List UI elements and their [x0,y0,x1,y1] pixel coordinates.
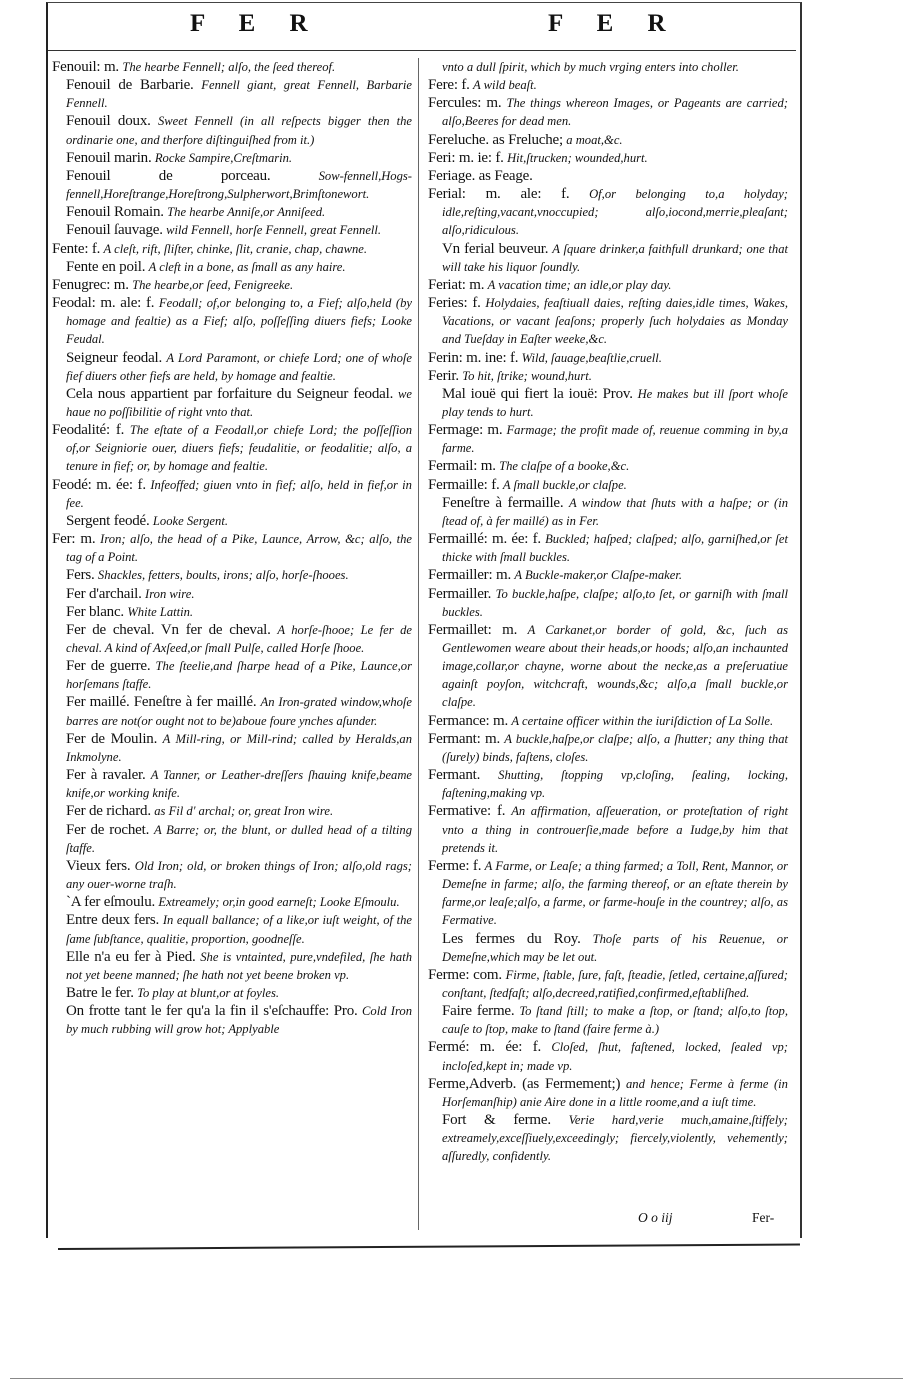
dictionary-entry [428,966,788,1002]
gloss: He makes but ill ſport whoſe play tends to hurt. [442,386,788,419]
gloss: Iron; alſo, the head of a Pike, Launce, Arrow, &c; alſo, the tag of a Point. [66,532,413,565]
dictionary-entry [428,802,788,856]
gloss: A Tanner, or Leather-dreſſers ſhauing knife,beame knife,or working knife. [66,768,413,801]
headword: Fermance: m. [428,712,509,729]
headword: Fermant. [428,767,481,784]
gloss: Rocke Sampire,Creſtmarin. [154,150,293,165]
gloss: White Lattin. [127,604,194,619]
gloss: A cleſt, rift, ſliſter, chinke, ſlit, cranie, chap, chawne. [103,241,368,256]
dictionary-entry [428,131,788,149]
headword: Fermailler. [428,585,492,602]
dictionary-entry [428,621,788,712]
headword: Feriat: m. [428,276,485,293]
dictionary-entry [428,167,788,185]
dictionary-entry [428,476,788,494]
headword: Vn ferial beuveur. [442,240,549,257]
headword: Fenouil ſauvage. [66,222,163,239]
gloss: Shackles, fetters, boults, irons; alſo, horſe-ſhooes. [97,568,349,583]
dictionary-entry [428,566,788,584]
gloss: Cloſed, ſhut, faſtened, locked, ſealed vp; incloſed,kept in; made vp. [442,1040,789,1073]
gloss: and hence; Ferme à ferme (in Horſemanſhip) anie Aire done in a little roome,and a iuſt time. [442,1076,788,1109]
gloss: Verie hard,verie much,amaine,ſtiffely; extreamely,exceſſiuely,exceedingly; fiercely,violently, vehemently; aſſuredly, confidently. [442,1113,789,1164]
gloss: Cold Iron by much rubbing will grow hot; Applyable [66,1004,412,1037]
gloss: The eſtate of a Feodall,or chiefe Lord; the poſſeſſion of,or Seigniorie ouer, diuers fiefs; feudalitie, or feodalitie; alſo, a tenure in fief; or, by homage and fealtie. [66,423,413,474]
gloss: To ſtand ſtill; to make a ſtop, or ſtand; alſo,to ſtop, cauſe to ſtop, make to ſtand (faire ferme à.) [442,1004,788,1037]
gloss: Buckled; haſped; claſped; alſo, garniſhed,or ſet thicke with ſmall buckles. [442,532,789,565]
gloss: wild Fennell, horſe Fennell, great Fennell. [166,223,382,238]
headword: Fer de Moulin. [66,730,158,747]
dictionary-entry [52,476,412,512]
gloss: A ſmall buckle,or claſpe. [502,477,627,492]
headword: Feri: m. ie: f. [428,149,504,166]
sub-entry [52,221,412,239]
headword: Fer: m. [52,531,96,548]
sub-entry [52,857,412,893]
headword: Fenouil de Barbarie. [66,77,194,94]
headword: Fermaille: f. [428,476,500,493]
headword: Fer à ravaler. [66,767,146,784]
sub-entry [52,693,412,729]
headword: Cela nous appartient par forfaiture du Seigneur feodal. [66,385,394,402]
gloss: Farmage; the profit made of, reuenue comming in by,a farme. [442,423,788,456]
headword: Fermaillet: m. [428,621,518,638]
headword: Fente en poil. [66,258,146,275]
dictionary-entry [52,294,412,348]
headword: Faire ferme. [442,1003,515,1020]
headword: Fenouil doux. [66,113,151,130]
gloss: A ſquare drinker,a faithfull drunkard; one that will take his liquor ſoundly. [442,241,789,274]
dictionary-entry [428,294,788,348]
gloss: A wild beaſt. [473,78,537,93]
gloss: Looke Sergent. [152,513,228,528]
headword: `A fer eſmoulu. [66,894,156,911]
sub-entry [52,621,412,657]
dictionary-entry [428,766,788,802]
headword: Les fermes du Roy. [442,930,581,947]
gloss: She is vntainted, pure,vndefiled, ſhe hath not yet beene manned; ſhe hath not yet beene broken vp. [66,949,412,982]
left-column [52,58,412,1038]
headword: Fenouil marin. [66,149,152,166]
running-head-right: F E R [548,10,680,37]
sub-entry [52,76,412,112]
column-divider [418,58,419,1230]
sub-entry [52,1002,412,1038]
dictionary-entry [428,730,788,766]
sub-entry [52,984,412,1002]
sub-entry [52,802,412,820]
dictionary-entry [428,94,788,130]
headword: Fer de rochet. [66,821,150,838]
gloss: Shutting, ſtopping vp,cloſing, ſealing, locking, faſtening,making vp. [442,768,788,801]
gloss: A buckle,haſpe,or claſpe; alſo, a ſhutter; any thing that (ſurely) binds, faſtens, cloſes. [442,731,789,764]
gloss: as Fil d' archal; or, great Iron wire. [154,804,334,819]
gloss: The hearbe,or ſeed, Fenigreeke. [132,277,294,292]
headword: Fenouil de porceau. [66,167,271,184]
sub-entry [428,930,788,966]
dictionary-entry [428,76,788,94]
headword: Fermant: m. [428,730,501,747]
headword: Fer d'archail. [66,585,142,602]
dictionary-entry [428,457,788,475]
gloss: Old Iron; old, or broken things of Iron; alſo,old rags; any ouer-worne traſh. [66,858,412,892]
dictionary-entry [52,421,412,475]
gloss: A Barre; or, the blunt, or dulled head of a tilting ſtaffe. [66,822,412,855]
dictionary-entry [52,240,412,258]
sub-entry [428,1002,788,1038]
gloss: An affirmation, aſſeueration, or proteſtation of right vnto a thing in controuerſie,made before a Iudge,by him that pretends it. [442,804,788,855]
headword: Fereluche. as Freluche; [428,131,563,148]
gloss: we haue no poſſibilitie of right vnto that. [66,386,412,419]
headword: Feries: f. [428,295,481,312]
sub-entry [52,149,412,167]
headword: Feriage. as Feage. [428,167,533,184]
gloss: A Buckle-maker,or Claſpe-maker. [514,568,682,583]
headword: Fermailler: m. [428,567,512,584]
headword: Fermative: f. [428,803,506,820]
dictionary-entry [428,530,788,566]
headword: Fers. [66,567,95,584]
sub-entry [52,911,412,947]
headword: Fenouil: m. [52,59,119,75]
headword: Fer de guerre. [66,658,151,675]
sub-entry [52,258,412,276]
sub-entry [52,167,412,203]
gloss: Wild, ſauage,beaſtlie,cruell. [521,350,662,365]
headword: Fenugrec: m. [52,276,129,293]
gloss: An Iron-grated window,whoſe barres are not(or ought not to be)aboue foure ynches aſunder. [66,695,412,728]
running-head-left: F E R [190,10,322,37]
gloss: Thoſe parts of his Reuenue, or Demeſne,which may be let out. [442,931,789,964]
gloss: Iron wire. [145,586,195,601]
headword: Fer de cheval. Vn fer de cheval. [66,621,271,638]
right-column [428,58,788,1166]
catchword: Fer- [752,1210,775,1225]
headword: Fermail: m. [428,458,496,475]
gloss: Extreamely; or,in good earneſt; Looke Eſmoulu. [158,895,400,910]
headword: Feodalité: f. [52,422,125,439]
dictionary-entry [428,276,788,294]
headword: Fermé: m. ée: f. [428,1039,542,1056]
sub-entry [52,821,412,857]
dictionary-entry [52,276,412,294]
headword: Feneſtre à fermaille. [442,494,564,511]
sub-entry [52,893,412,911]
headword: Batre le fer. [66,984,134,1001]
headword: On frotte tant le fer qu'a la fin il s'eſchauffe: Pro. [66,1003,358,1020]
gloss: Holydaies, feaſtiuall daies, reſting daies,idle times, Wakes, Vacations, or vacant ſeaſons; properly ſuch holydaies as Monday and Tueſday in Eaſter weeke,&c. [442,296,789,347]
gloss: Fennell giant, great Fennell, Barbarie Fennell. [66,78,412,111]
headword: Fere: f. [428,77,470,94]
gloss: The claſpe of a booke,&c. [499,459,630,474]
dictionary-entry [428,1038,788,1074]
sub-entry [428,494,788,530]
gloss: To play at blunt,or at foyles. [137,985,280,1000]
gloss: A Mill-ring, or Mill-rind; called by Heralds,an Inkmolyne. [66,731,413,764]
headword: Seigneur feodal. [66,349,163,366]
headword: Ferme: com. [428,966,502,983]
gloss: Infeoffed; giuen vnto in fief; alſo, held in fief,or in fee. [66,477,412,510]
headword: Fer maillé. Feneſtre à fer maillé. [66,694,257,711]
bottom-rule [58,1243,800,1250]
gloss: A Carkanet,or border of gold, &c, ſuch as Gentlewomen weare about their heads,or hoods; alſo,an inchaunted image,collar,or chayne, worne about the necke,as a preſeruatiue againſt poyſon, witchcraft, wounds,&c; alſo,a ſmall buckle,or claſpe. [442,622,789,710]
dictionary-entry [428,349,788,367]
entry-continuation [428,58,788,76]
gloss: Firme, ſtable, ſure, faſt, ſteadie, ſetled, certaine,aſſured; conſtant, ſtedfaſt; alſo,decreed,ratified,confirmed,eſtabliſhed. [442,967,788,1000]
signature-mark: O o iij [638,1210,673,1225]
sub-entry [52,948,412,984]
headword: Sergent feodé. [66,512,150,529]
gloss: The hearbe Fennell; alſo, the ſeed thereof. [122,60,336,74]
dictionary-entry [428,367,788,385]
gloss: Hit,ſtrucken; wounded,hurt. [507,150,648,165]
gloss: In equall ballance; of a like,or iuſt weight, of the ſame ſubſtance, qualitie, proportion, goodneſſe. [66,913,412,946]
headword: Elle n'a eu fer à Pied. [66,948,196,965]
headword: Fermage: m. [428,422,503,439]
sub-entry [52,112,412,148]
headword: Vieux fers. [66,857,131,874]
dictionary-entry [428,712,788,730]
gloss: A vacation time; an idle,or play day. [487,277,672,292]
scan-edge-line [10,1378,903,1379]
gloss: a moat,&c. [566,132,623,147]
gloss: To buckle,haſpe, claſpe; alſo,to ſet, or garniſh with ſmall buckles. [442,586,789,619]
headword: Fente: f. [52,240,101,257]
sub-entry [52,585,412,603]
headword: Fermaillé: m. ée: f. [428,531,541,548]
sub-entry [52,566,412,584]
dictionary-entry [428,421,788,457]
gloss: The ſteelie,and ſharpe head of a Pike, Launce,or horſemans ſtaffe. [66,659,412,692]
headword: Fer de richard. [66,803,151,820]
gloss: A Lord Paramont, or chiefe Lord; one of whoſe fief diuers other fiefs are held, by homage and fealtie. [66,350,412,383]
gloss: A cleft in a bone, as ſmall as any haire. [148,259,346,274]
headword: Fercules: m. [428,95,502,112]
sub-entry [52,730,412,766]
headword: Feodal: m. ale: f. [52,295,155,312]
gloss: Sow-fennell,Hogs-fennell,Horeſtrange,Horeſtrong,Sulpherwort,Brimſtonewort. [66,168,412,202]
headword: Ferir. [428,367,459,384]
gloss: Of,or belonging to,a holyday; idle,reſting,vacant,vnoccupied; alſo,iocond,merrie,pleaſant; alſo,ridiculous. [442,187,788,238]
gloss: The things whereon Images, or Pageants are carried; alſo,Beeres for dead men. [442,96,788,129]
gloss: To hit, ſtrike; wound,hurt. [462,368,592,383]
dictionary-entry [428,149,788,167]
gloss: A certaine officer within the iuriſdiction of La Solle. [511,713,774,728]
sub-entry [428,240,788,276]
dictionary-entry [428,857,788,930]
sub-entry [52,512,412,530]
sub-entry [428,385,788,421]
headword: Ferin: m. ine: f. [428,349,519,366]
headword: Fenouil Romain. [66,204,164,221]
dictionary-entry [428,185,788,239]
sub-entry [52,657,412,693]
headword: Ferme,Adverb. (as Fermement;) [428,1075,621,1092]
dictionary-entry [428,585,788,621]
gloss: A Farme, or Leaſe; a thing farmed; a Toll, Rent, Mannor, or Demeſne in farme; alſo, the farming thereof, or an eſtate therein by farme,or leaſe;alſo, a farme, or farme-houſe in the countrey; alſo, as Fermative. [442,858,789,928]
dictionary-entry [52,58,412,76]
gloss: A window that ſhuts with a haſpe; or (in ſtead of, à fer maillé) as in Fer. [442,495,788,528]
sub-entry [52,349,412,385]
header-rule [48,50,796,51]
dictionary-entry [52,530,412,566]
headword: Mal iouë qui fiert la iouë: Prov. [442,385,633,402]
gloss: Sweet Fennell (in all reſpects bigger then the ordinarie one, and therfore diſtinguiſhed from it.) [66,114,412,147]
sub-entry [52,385,412,421]
gloss: vnto a dull ſpirit, which by much vrging enters into choller. [442,60,739,74]
gloss: Feodall; of,or belonging to, a Fief; alſo,held (by homage and fealtie) as a Fief; alſo, poſſeſſing diuers fiefs; Looke Feudal. [66,296,412,347]
sub-entry [428,1111,788,1165]
gloss: A horſe-ſhooe; Le fer de cheval. A kind of Axſeed,or ſmall Pulſe, called Horſe ſhooe. [66,622,413,655]
sub-entry [52,203,412,221]
headword: Ferme: f. [428,857,482,874]
headword: Feodé: m. ée: f. [52,476,146,493]
headword: Fer blanc. [66,603,124,620]
headword: Entre deux fers. [66,912,160,929]
sub-entry [52,766,412,802]
headword: Fort & ferme. [442,1112,551,1129]
dictionary-entry [428,1075,788,1111]
sub-entry [52,603,412,621]
gloss: The hearbe Anniſe,or Anniſeed. [167,205,326,220]
headword: Ferial: m. ale: f. [428,186,570,203]
